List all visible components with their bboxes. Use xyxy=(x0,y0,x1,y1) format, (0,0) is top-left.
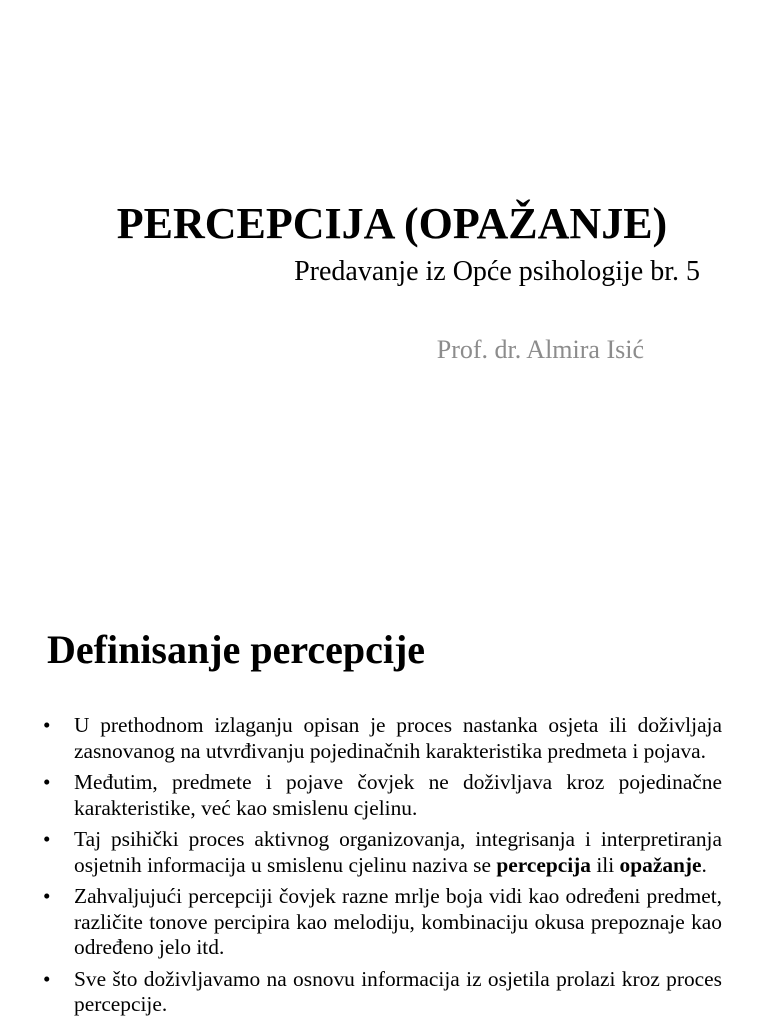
bullet-marker: • xyxy=(43,966,51,991)
section-heading: Definisanje percepcije xyxy=(47,627,426,672)
definition-slide xyxy=(0,576,768,1024)
bullet-marker: • xyxy=(43,770,51,794)
bullet-marker: • xyxy=(43,884,51,908)
bullet-item xyxy=(43,884,722,961)
bullet-item xyxy=(43,770,722,821)
bullet-text: Zahvaljujući percepciji čovjek razne mrlje boja vidi kao određeni predmet, različite tonove percipira kao melodiju, kombinaciju okusa prepoznaje kao određeno jelo itd. xyxy=(74,884,722,959)
term-percepcija: percepcija xyxy=(496,852,591,877)
term-connector: ili xyxy=(591,852,620,877)
bullet-text: Međutim, predmete i pojave čovjek ne doživljava kroz pojedinačne karakteristike, već kao smislenu cjelinu. xyxy=(74,770,722,820)
bullet-item xyxy=(43,967,722,1018)
bullet-marker: • xyxy=(43,827,51,851)
term-opazanje: opažanje xyxy=(619,852,702,877)
slide-subtitle: Predavanje iz Opće psihologije br. 5 xyxy=(294,256,700,287)
author-name: Prof. dr. Almira Isić xyxy=(436,335,644,364)
bullet-item xyxy=(43,713,722,764)
bullet-marker: • xyxy=(43,713,51,737)
bullet-list xyxy=(43,713,722,1024)
slide-title: PERCEPCIJA (OPAŽANJE) xyxy=(116,199,668,248)
sentence-end: . xyxy=(701,852,707,877)
bullet-item xyxy=(43,827,722,878)
bullet-text: U prethodnom izlaganju opisan je proces nastanka osjeta ili doživljaja zasnovanog na utvrđivanju pojedinačnih karakteristika predmeta i pojava. xyxy=(74,713,722,763)
bullet-text: Sve što doživljavamo na osnovu informacija iz osjetila prolazi kroz proces percepcije. xyxy=(74,966,722,1016)
bullet-text: Taj psihički proces aktivnog organizovanja, integrisanja i interpretiranja osjetnih informacija u smislenu cjelinu naziva se xyxy=(74,827,722,877)
